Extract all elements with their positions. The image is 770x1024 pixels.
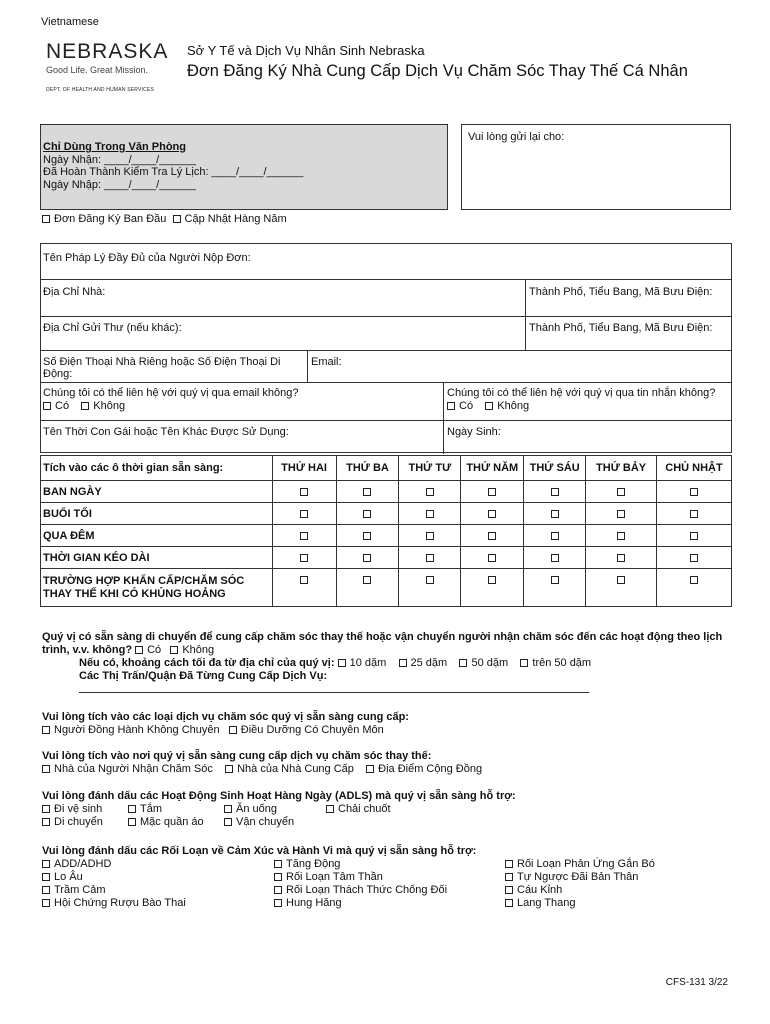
availability-checkbox[interactable]	[617, 576, 625, 584]
disorder-option: Trầm Cảm	[54, 884, 106, 896]
disorder-checkbox[interactable]	[505, 860, 513, 868]
applicant-info-box	[40, 243, 732, 453]
availability-checkbox[interactable]	[690, 488, 698, 496]
table-row	[41, 481, 732, 503]
distance-option: 10 dặm	[349, 657, 387, 669]
disorders-question: Vui lòng đánh dấu các Rối Loạn về Cảm Xúc và Hành Vi mà quý vị sẵn sàng hỗ trợ:	[42, 845, 477, 857]
annual-label: Cập Nhật Hàng Năm	[184, 213, 287, 225]
travel-yes-label: Có	[147, 644, 162, 656]
distance-option: 50 dặm	[471, 657, 509, 669]
disorder-option: Cáu Kỉnh	[517, 884, 563, 896]
travel-question: Quý vị có sẵn sàng di chuyển để cung cấp chăm sóc thay thế hoặc vận chuyển người nhận chăm sóc đến các hoạt động theo lịch trình, v.v. không?	[42, 631, 723, 656]
disorder-option: Rối Loạn Phản Ứng Gắn Bó	[517, 858, 655, 870]
care-types-section	[42, 711, 409, 737]
availability-checkbox[interactable]	[551, 576, 559, 584]
location-option: Nhà của Nhà Cung Cấp	[237, 763, 354, 775]
care-type-option: Điều Dưỡng Có Chuyên Môn	[240, 724, 384, 736]
availability-header-row	[41, 456, 732, 481]
availability-checkbox[interactable]	[690, 554, 698, 562]
disorder-option: Lang Thang	[517, 897, 576, 909]
disorder-checkbox[interactable]	[274, 873, 282, 881]
email-yes-checkbox[interactable]	[43, 402, 51, 410]
adl-option: Ăn uống	[236, 803, 277, 815]
disorders-col-3	[505, 858, 655, 910]
towns-line[interactable]	[79, 683, 589, 693]
availability-checkbox[interactable]	[426, 532, 434, 540]
day-header: THỨ NĂM	[461, 456, 524, 481]
language-label: Vietnamese	[41, 16, 99, 28]
availability-checkbox[interactable]	[363, 488, 371, 496]
disorder-option: ADD/ADHD	[54, 858, 112, 870]
travel-section	[42, 631, 732, 693]
contact-row	[41, 383, 731, 421]
return-to-label: Vui lòng gửi lại cho:	[468, 131, 565, 143]
adl-option: Mặc quần áo	[140, 816, 204, 828]
availability-checkbox[interactable]	[488, 532, 496, 540]
adls-section	[42, 790, 732, 829]
adl-option: Đi vệ sinh	[54, 803, 103, 815]
availability-checkbox[interactable]	[617, 510, 625, 518]
availability-table	[40, 455, 732, 607]
disorder-option: Tăng Động	[286, 858, 341, 870]
text-yes-checkbox[interactable]	[447, 402, 455, 410]
adl-checkbox[interactable]	[128, 818, 136, 826]
initial-label: Đơn Đăng Ký Ban Đầu	[54, 213, 167, 225]
distance-checkbox[interactable]	[399, 659, 407, 667]
care-type-checkbox[interactable]	[229, 726, 237, 734]
distance-checkbox[interactable]	[459, 659, 467, 667]
distance-checkbox[interactable]	[520, 659, 528, 667]
disorder-option: Rối Loạn Thách Thức Chống Đối	[286, 884, 448, 896]
locations-section	[42, 750, 482, 776]
disorder-checkbox[interactable]	[274, 860, 282, 868]
adl-checkbox[interactable]	[326, 805, 334, 813]
contact-text-question: Chúng tôi có thể liên hệ với quý vị qua tin nhắn không?	[447, 387, 716, 399]
row-label: TRƯỜNG HỢP KHẨN CẤP/CHĂM SÓC THAY THẾ KHI CÓ KHỦNG HOẢNG	[41, 569, 273, 607]
legal-name-label: Tên Pháp Lý Đầy Đủ của Người Nộp Đơn:	[43, 252, 251, 264]
disorder-checkbox[interactable]	[274, 886, 282, 894]
disorder-option: Tự Ngược Đãi Bản Thân	[517, 871, 639, 883]
logo-name: NEBRASKA	[46, 40, 169, 63]
availability-checkbox[interactable]	[488, 488, 496, 496]
care-type-checkbox[interactable]	[42, 726, 50, 734]
initial-checkbox[interactable]	[42, 215, 50, 223]
table-row	[41, 525, 732, 547]
return-to-box[interactable]	[461, 124, 731, 210]
logo-tagline: Good Life. Great Mission.	[46, 65, 149, 75]
availability-checkbox[interactable]	[551, 532, 559, 540]
row-label: BUỔI TỐI	[41, 503, 273, 525]
dob-label[interactable]: Ngày Sinh:	[447, 426, 501, 438]
location-option: Địa Điểm Cộng Đồng	[378, 763, 483, 775]
text-yes-label: Có	[459, 400, 474, 412]
adl-option: Vận chuyển	[236, 816, 295, 828]
row-label: QUA ĐÊM	[41, 525, 273, 547]
day-header: THỨ TƯ	[399, 456, 461, 481]
availability-checkbox[interactable]	[488, 554, 496, 562]
availability-checkbox[interactable]	[363, 554, 371, 562]
row-label: BAN NGÀY	[41, 481, 273, 503]
home-address-label[interactable]: Địa Chỉ Nhà:	[43, 286, 106, 298]
disorder-checkbox[interactable]	[505, 873, 513, 881]
disorder-checkbox[interactable]	[505, 886, 513, 894]
distance-option: trên 50 dặm	[532, 657, 592, 669]
day-header: CHỦ NHẬT	[657, 456, 732, 481]
travel-no-checkbox[interactable]	[170, 646, 178, 654]
disorders-col-1	[42, 858, 186, 910]
office-use-box	[40, 124, 448, 210]
mailing-address-label[interactable]: Địa Chỉ Gửi Thư (nếu khác):	[43, 322, 182, 334]
day-header: THỨ BA	[336, 456, 399, 481]
disorder-option: Hung Hăng	[286, 897, 342, 909]
location-option: Nhà của Người Nhận Chăm Sóc	[54, 763, 213, 775]
availability-checkbox[interactable]	[551, 488, 559, 496]
availability-checkbox[interactable]	[300, 576, 308, 584]
table-row	[41, 503, 732, 525]
disorder-option: Hội Chứng Rượu Bào Thai	[54, 897, 186, 909]
availability-checkbox[interactable]	[690, 532, 698, 540]
availability-checkbox[interactable]	[300, 532, 308, 540]
logo-dept: DEPT. OF HEALTH AND HUMAN SERVICES	[46, 87, 155, 93]
form-title: Đơn Đăng Ký Nhà Cung Cấp Dịch Vụ Chăm Sóc Thay Thế Cá Nhân	[187, 62, 688, 80]
email-no-label: Không	[93, 400, 126, 412]
location-checkbox[interactable]	[366, 765, 374, 773]
disorders-col-2	[274, 858, 447, 910]
annual-checkbox[interactable]	[173, 215, 181, 223]
availability-checkbox[interactable]	[690, 510, 698, 518]
availability-checkbox[interactable]	[426, 554, 434, 562]
form-number: CFS-131 3/22	[665, 977, 728, 988]
application-type	[42, 213, 287, 225]
availability-checkbox[interactable]	[617, 532, 625, 540]
availability-checkbox[interactable]	[617, 554, 625, 562]
text-no-checkbox[interactable]	[485, 402, 493, 410]
distance-option: 25 dặm	[410, 657, 448, 669]
availability-checkbox[interactable]	[488, 576, 496, 584]
nebraska-logo	[46, 40, 176, 93]
availability-checkbox[interactable]	[300, 488, 308, 496]
availability-checkbox[interactable]	[551, 554, 559, 562]
care-type-option: Người Đồng Hành Không Chuyên	[54, 724, 220, 736]
availability-checkbox[interactable]	[617, 488, 625, 496]
care-types-question: Vui lòng tích vào các loại dịch vụ chăm sóc quý vị sẵn sàng cung cấp:	[42, 711, 409, 723]
availability-checkbox[interactable]	[363, 532, 371, 540]
day-header: THỨ HAI	[272, 456, 336, 481]
adl-checkbox[interactable]	[42, 818, 50, 826]
disorder-option: Lo Âu	[54, 871, 83, 883]
adl-option: Chải chuốt	[338, 803, 391, 815]
row-label: THỜI GIAN KÉO DÀI	[41, 547, 273, 569]
adl-checkbox[interactable]	[42, 805, 50, 813]
availability-checkbox[interactable]	[426, 488, 434, 496]
disorder-checkbox[interactable]	[42, 899, 50, 907]
table-row	[41, 569, 732, 607]
disorder-checkbox[interactable]	[42, 873, 50, 881]
disorder-checkbox[interactable]	[505, 899, 513, 907]
availability-checkbox[interactable]	[363, 510, 371, 518]
disorder-checkbox[interactable]	[42, 886, 50, 894]
office-received: Ngày Nhận: ____/____/______	[43, 153, 196, 166]
phone-label[interactable]: Số Điện Thoại Nhà Riêng hoặc Số Điện Thoại Di Động:	[43, 356, 281, 380]
distance-checkbox[interactable]	[338, 659, 346, 667]
text-no-label: Không	[497, 400, 530, 412]
availability-checkbox[interactable]	[488, 510, 496, 518]
city-state-zip-1-label[interactable]: Thành Phố, Tiểu Bang, Mã Bưu Điện:	[529, 286, 713, 298]
availability-checkbox[interactable]	[426, 510, 434, 518]
contact-email-question: Chúng tôi có thể liên hệ với quý vị qua email không?	[43, 387, 299, 399]
day-header: THỨ SÁU	[524, 456, 586, 481]
availability-checkbox[interactable]	[690, 576, 698, 584]
agency-name: Sở Y Tế và Dịch Vụ Nhân Sinh Nebraska	[187, 43, 425, 58]
maiden-name-row	[41, 421, 731, 454]
distance-question: Nếu có, khoảng cách tối đa từ địa chỉ của quý vị:	[79, 657, 335, 669]
availability-header: Tích vào các ô thời gian sẵn sàng:	[41, 456, 273, 481]
adl-checkbox[interactable]	[224, 818, 232, 826]
adl-checkbox[interactable]	[224, 805, 232, 813]
travel-yes-checkbox[interactable]	[135, 646, 143, 654]
adl-option: Di chuyển	[54, 816, 103, 828]
email-label[interactable]: Email:	[311, 356, 342, 368]
travel-no-label: Không	[182, 644, 215, 656]
availability-checkbox[interactable]	[551, 510, 559, 518]
phone-row	[41, 351, 731, 383]
disorder-checkbox[interactable]	[274, 899, 282, 907]
availability-checkbox[interactable]	[426, 576, 434, 584]
home-address-row	[41, 280, 731, 317]
disorder-option: Rối Loạn Tâm Thần	[286, 871, 383, 883]
disorder-checkbox[interactable]	[42, 860, 50, 868]
email-yes-label: Có	[55, 400, 70, 412]
office-use-title: Chỉ Dùng Trong Văn Phòng	[43, 141, 186, 153]
availability-checkbox[interactable]	[300, 554, 308, 562]
location-checkbox[interactable]	[42, 765, 50, 773]
availability-checkbox[interactable]	[300, 510, 308, 518]
disorders-section	[42, 845, 732, 912]
email-no-checkbox[interactable]	[81, 402, 89, 410]
locations-question: Vui lòng tích vào nơi quý vị sẵn sàng cung cấp dịch vụ chăm sóc thay thế:	[42, 750, 432, 762]
adl-checkbox[interactable]	[128, 805, 136, 813]
availability-checkbox[interactable]	[363, 576, 371, 584]
maiden-name-label[interactable]: Tên Thời Con Gái hoặc Tên Khác Được Sử Dụng:	[43, 426, 289, 438]
table-row	[41, 547, 732, 569]
city-state-zip-2-label[interactable]: Thành Phố, Tiểu Bang, Mã Bưu Điện:	[529, 322, 713, 334]
location-checkbox[interactable]	[225, 765, 233, 773]
day-header: THỨ BẢY	[586, 456, 657, 481]
adls-question: Vui lòng đánh dấu các Hoạt Động Sinh Hoạt Hàng Ngày (ADLS) mà quý vị sẵn sàng hỗ trợ:	[42, 790, 516, 802]
mailing-address-row	[41, 317, 731, 351]
office-entered: Ngày Nhập: ____/____/______	[43, 178, 196, 191]
legal-name-row[interactable]	[41, 244, 731, 280]
towns-label: Các Thị Trấn/Quận Đã Từng Cung Cấp Dịch Vụ:	[79, 670, 328, 682]
adl-option: Tắm	[140, 803, 162, 815]
office-background-check: Đã Hoàn Thành Kiểm Tra Lý Lịch: ____/____/______	[43, 166, 304, 178]
